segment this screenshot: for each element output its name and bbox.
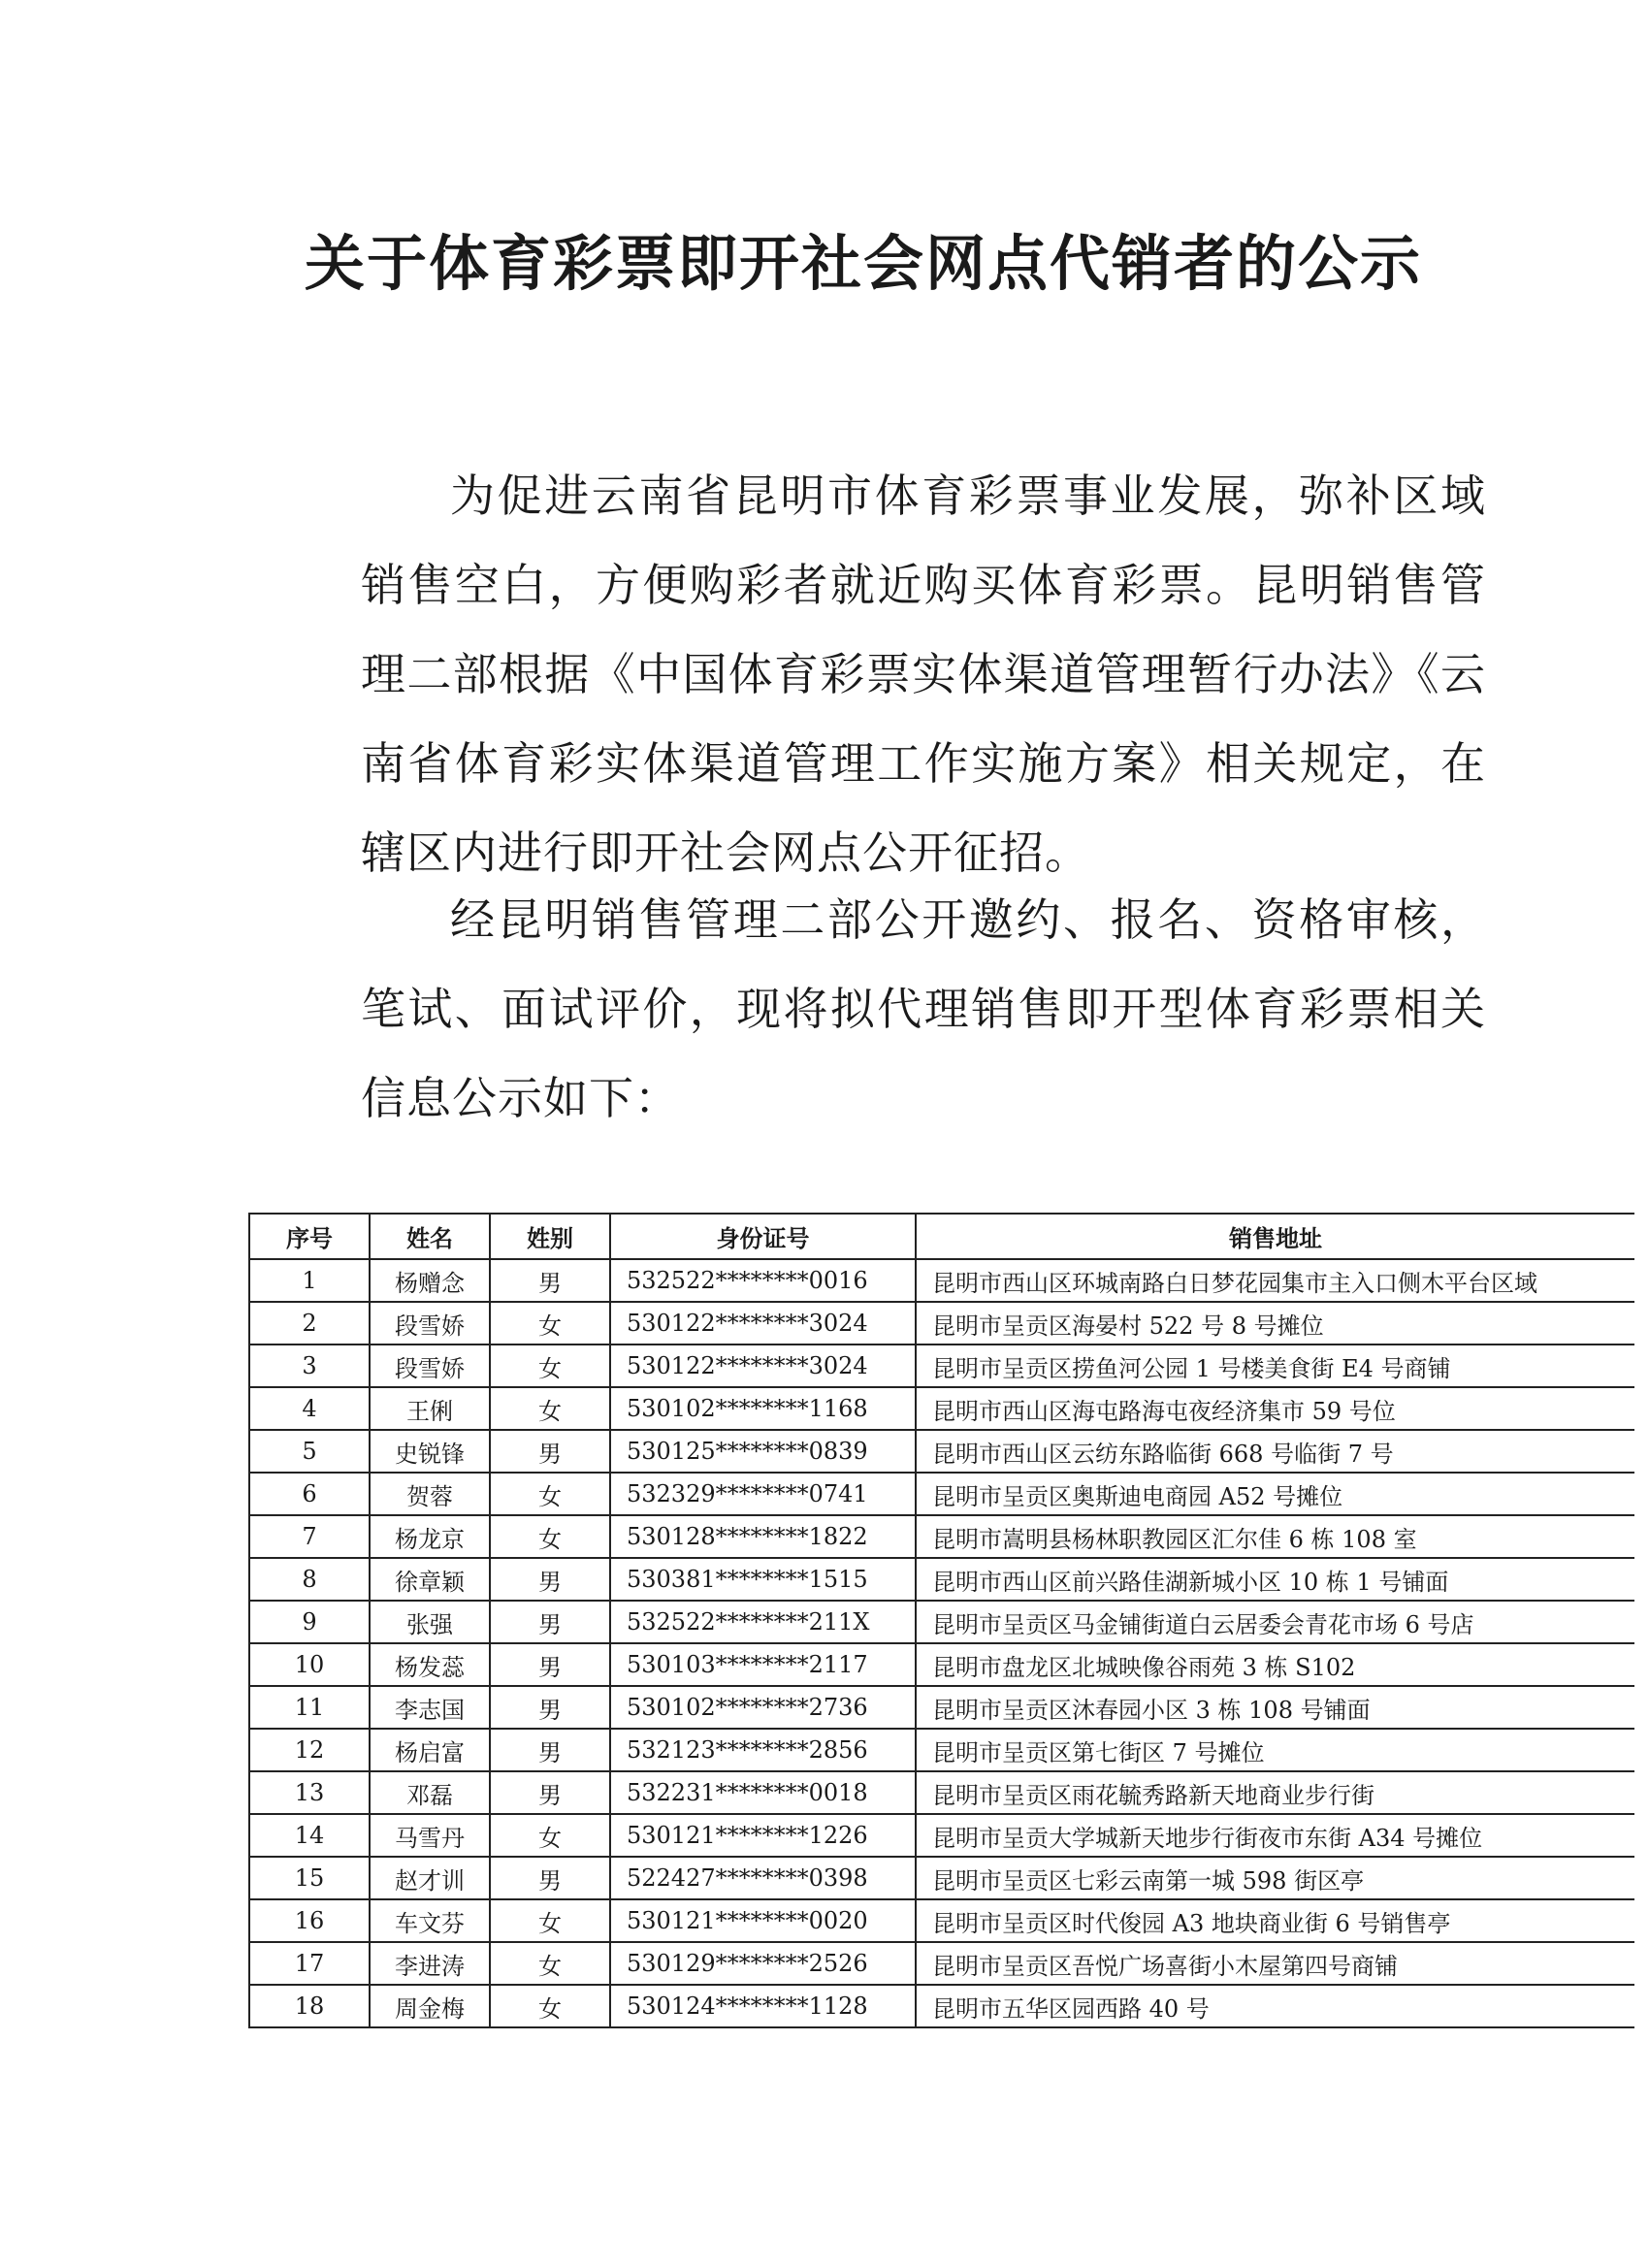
row-address: 昆明市西山区云纺东路临街 668 号临街 7 号 <box>916 1430 1634 1473</box>
row-index: 17 <box>249 1942 370 1985</box>
row-name: 段雪娇 <box>370 1345 490 1387</box>
row-id-number: 530129********2526 <box>610 1942 916 1985</box>
row-id-number: 530103********2117 <box>610 1643 916 1686</box>
row-gender: 女 <box>490 1345 610 1387</box>
table-row <box>249 1515 1634 1558</box>
row-address: 昆明市呈贡区奥斯迪电商园 A52 号摊位 <box>916 1473 1634 1515</box>
header-name: 姓名 <box>370 1214 490 1259</box>
row-index: 7 <box>249 1515 370 1558</box>
row-name: 史锐锋 <box>370 1430 490 1473</box>
row-gender: 女 <box>490 1473 610 1515</box>
row-id-number: 530381********1515 <box>610 1558 916 1601</box>
row-id-number: 530122********3024 <box>610 1345 916 1387</box>
table-row <box>249 1387 1634 1430</box>
row-name: 贺蓉 <box>370 1473 490 1515</box>
row-gender: 女 <box>490 1387 610 1430</box>
header-index: 序号 <box>249 1214 370 1259</box>
row-address: 昆明市西山区前兴路佳湖新城小区 10 栋 1 号铺面 <box>916 1558 1634 1601</box>
row-index: 11 <box>249 1686 370 1729</box>
row-index: 14 <box>249 1814 370 1857</box>
row-id-number: 522427********0398 <box>610 1857 916 1899</box>
row-id-number: 532123********2856 <box>610 1729 916 1771</box>
row-index: 18 <box>249 1985 370 2027</box>
row-id-number: 530125********0839 <box>610 1430 916 1473</box>
table-row <box>249 1558 1634 1601</box>
row-gender: 男 <box>490 1686 610 1729</box>
intro-paragraph: 为促进云南省昆明市体育彩票事业发展，弥补区域销售空白，方便购彩者就近购买体育彩票。昆明销售管理二部根据《中国体育彩票实体渠道管理暂行办法》《云南省体育彩实体渠道管理工作实施方案》相关规定，在辖区内进行即开社会网点公开征招。 <box>361 470 1486 879</box>
row-index: 16 <box>249 1899 370 1942</box>
row-name: 车文芬 <box>370 1899 490 1942</box>
row-name: 张强 <box>370 1601 490 1643</box>
row-index: 13 <box>249 1771 370 1814</box>
table-header-row <box>249 1214 1634 1259</box>
row-index: 3 <box>249 1345 370 1387</box>
row-gender: 女 <box>490 1985 610 2027</box>
vendor-table <box>248 1213 1634 2028</box>
row-name: 杨启富 <box>370 1729 490 1771</box>
row-name: 李志国 <box>370 1686 490 1729</box>
row-gender: 女 <box>490 1814 610 1857</box>
header-gender: 姓别 <box>490 1214 610 1259</box>
row-id-number: 530121********1226 <box>610 1814 916 1857</box>
row-address: 昆明市呈贡区雨花毓秀路新天地商业步行街 <box>916 1771 1634 1814</box>
row-index: 9 <box>249 1601 370 1643</box>
row-index: 6 <box>249 1473 370 1515</box>
row-index: 1 <box>249 1259 370 1302</box>
header-address: 销售地址 <box>916 1214 1634 1259</box>
row-name: 邓磊 <box>370 1771 490 1814</box>
row-gender: 女 <box>490 1515 610 1558</box>
table-row <box>249 1430 1634 1473</box>
table-row <box>249 1643 1634 1686</box>
table-row <box>249 1302 1634 1345</box>
row-index: 8 <box>249 1558 370 1601</box>
row-id-number: 532522********211X <box>610 1601 916 1643</box>
table-row <box>249 1771 1634 1814</box>
row-address: 昆明市呈贡区海晏村 522 号 8 号摊位 <box>916 1302 1634 1345</box>
row-name: 徐章颖 <box>370 1558 490 1601</box>
announcement-paragraph: 经昆明销售管理二部公开邀约、报名、资格审核，笔试、面试评价，现将拟代理销售即开型体育彩票相关信息公示如下： <box>361 893 1486 1124</box>
row-id-number: 530124********1128 <box>610 1985 916 2027</box>
row-name: 杨赠念 <box>370 1259 490 1302</box>
row-index: 15 <box>249 1857 370 1899</box>
row-address: 昆明市西山区海屯路海屯夜经济集市 59 号位 <box>916 1387 1634 1430</box>
row-index: 12 <box>249 1729 370 1771</box>
row-gender: 女 <box>490 1899 610 1942</box>
row-address: 昆明市五华区园西路 40 号 <box>916 1985 1634 2027</box>
row-name: 段雪娇 <box>370 1302 490 1345</box>
row-id-number: 532522********0016 <box>610 1259 916 1302</box>
row-index: 2 <box>249 1302 370 1345</box>
row-gender: 男 <box>490 1259 610 1302</box>
table-row <box>249 1942 1634 1985</box>
row-gender: 男 <box>490 1601 610 1643</box>
row-name: 李进涛 <box>370 1942 490 1985</box>
row-address: 昆明市呈贡区吾悦广场喜街小木屋第四号商铺 <box>916 1942 1634 1985</box>
row-address: 昆明市呈贡区捞鱼河公园 1 号楼美食街 E4 号商铺 <box>916 1345 1634 1387</box>
row-gender: 男 <box>490 1430 610 1473</box>
row-index: 10 <box>249 1643 370 1686</box>
row-id-number: 532329********0741 <box>610 1473 916 1515</box>
table-row <box>249 1259 1634 1302</box>
table-row <box>249 1473 1634 1515</box>
row-id-number: 530128********1822 <box>610 1515 916 1558</box>
row-name: 马雪丹 <box>370 1814 490 1857</box>
row-address: 昆明市呈贡区马金铺街道白云居委会青花市场 6 号店 <box>916 1601 1634 1643</box>
row-name: 杨发蕊 <box>370 1643 490 1686</box>
row-address: 昆明市西山区环城南路白日梦花园集市主入口侧木平台区域 <box>916 1259 1634 1302</box>
row-gender: 男 <box>490 1771 610 1814</box>
table-row <box>249 1345 1634 1387</box>
row-id-number: 530121********0020 <box>610 1899 916 1942</box>
row-index: 5 <box>249 1430 370 1473</box>
row-id-number: 530102********2736 <box>610 1686 916 1729</box>
row-gender: 女 <box>490 1942 610 1985</box>
row-name: 杨龙京 <box>370 1515 490 1558</box>
row-address: 昆明市盘龙区北城映像谷雨苑 3 栋 S102 <box>916 1643 1634 1686</box>
row-gender: 女 <box>490 1302 610 1345</box>
row-id-number: 532231********0018 <box>610 1771 916 1814</box>
table-row <box>249 1985 1634 2027</box>
row-name: 赵才训 <box>370 1857 490 1899</box>
row-address: 昆明市呈贡大学城新天地步行街夜市东街 A34 号摊位 <box>916 1814 1634 1857</box>
table-row <box>249 1899 1634 1942</box>
row-address: 昆明市呈贡区七彩云南第一城 598 街区亭 <box>916 1857 1634 1899</box>
row-address: 昆明市呈贡区第七街区 7 号摊位 <box>916 1729 1634 1771</box>
row-address: 昆明市嵩明县杨林职教园区汇尔佳 6 栋 108 室 <box>916 1515 1634 1558</box>
table-row <box>249 1601 1634 1643</box>
row-address: 昆明市呈贡区沐春园小区 3 栋 108 号铺面 <box>916 1686 1634 1729</box>
row-name: 周金梅 <box>370 1985 490 2027</box>
row-id-number: 530122********3024 <box>610 1302 916 1345</box>
header-id-number: 身份证号 <box>610 1214 916 1259</box>
table-body <box>249 1259 1634 2027</box>
document-title: 关于体育彩票即开社会网点代销者的公示 <box>304 228 1422 299</box>
row-gender: 男 <box>490 1643 610 1686</box>
row-gender: 男 <box>490 1558 610 1601</box>
table-row <box>249 1814 1634 1857</box>
row-index: 4 <box>249 1387 370 1430</box>
table-row <box>249 1857 1634 1899</box>
row-gender: 男 <box>490 1729 610 1771</box>
row-gender: 男 <box>490 1857 610 1899</box>
table-row <box>249 1686 1634 1729</box>
table-row <box>249 1729 1634 1771</box>
row-name: 王俐 <box>370 1387 490 1430</box>
row-id-number: 530102********1168 <box>610 1387 916 1430</box>
row-address: 昆明市呈贡区时代俊园 A3 地块商业街 6 号销售亭 <box>916 1899 1634 1942</box>
